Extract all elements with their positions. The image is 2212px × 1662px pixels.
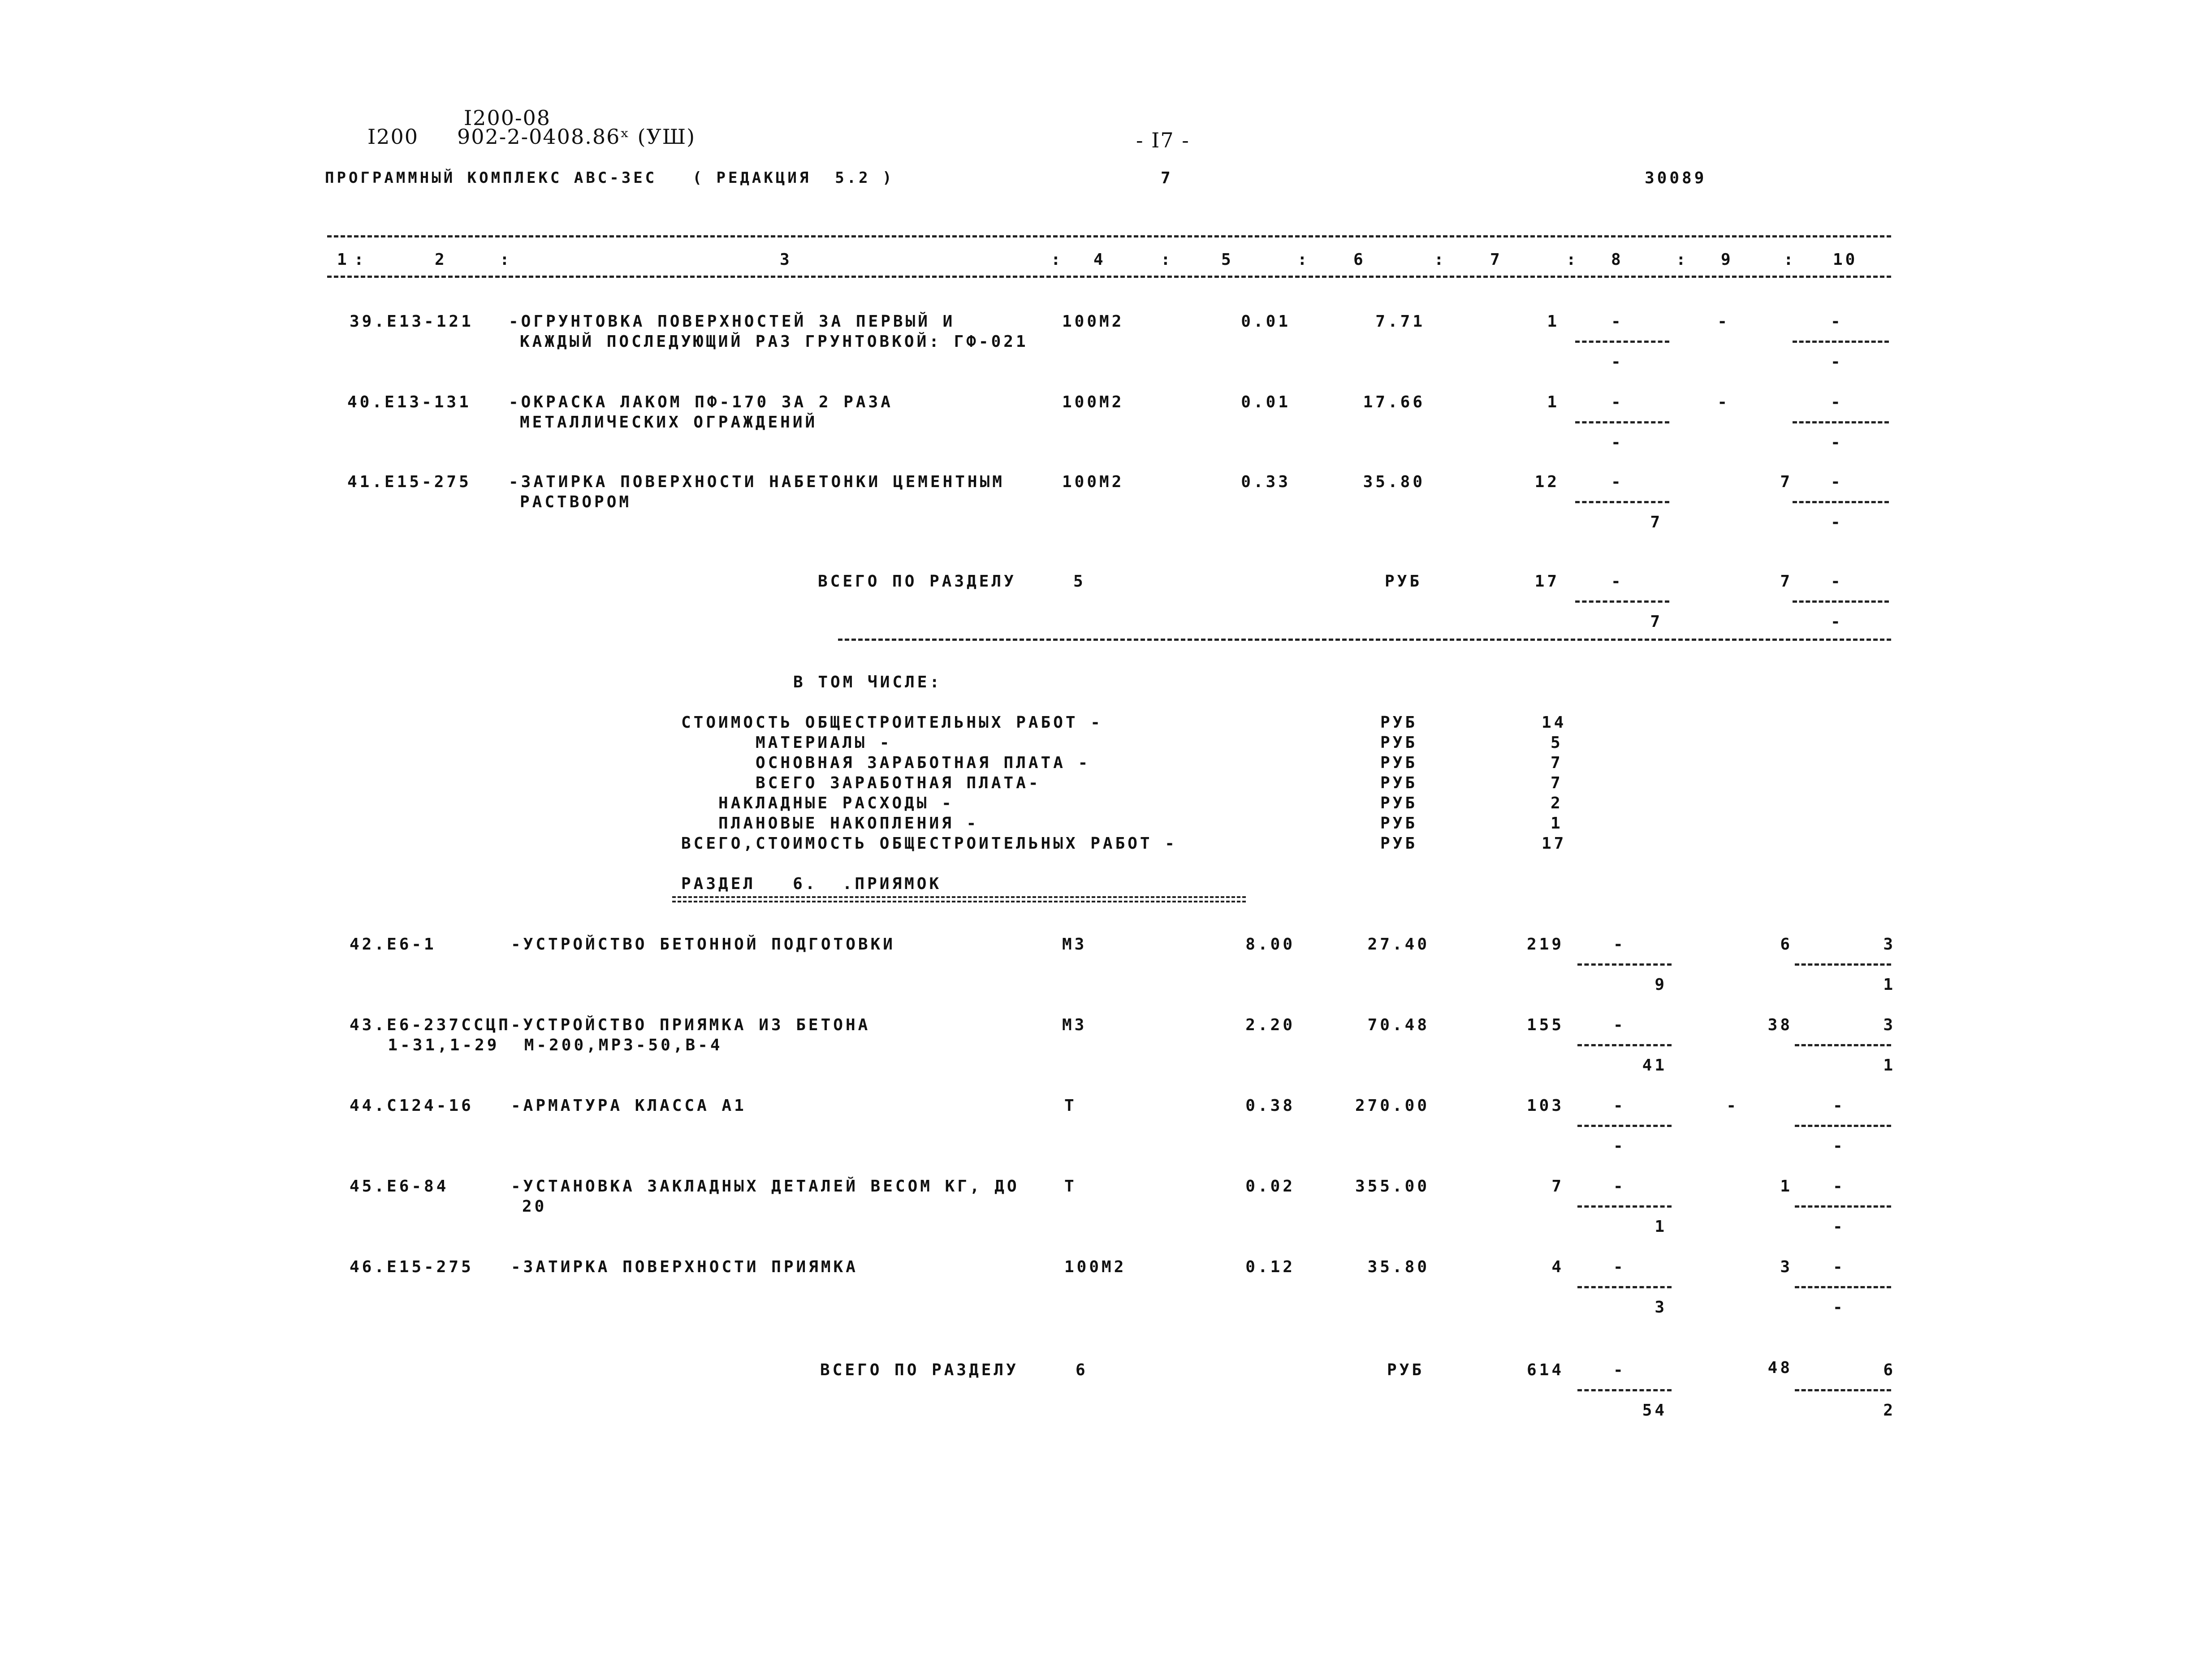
row-description: -УСТРОЙСТВО БЕТОННОЙ ПОДГОТОВКИ <box>511 935 895 954</box>
row-description: -ЗАТИРКА ПОВЕРХНОСТИ НАБЕТОНКИ ЦЕМЕНТНЫМ <box>509 473 1005 491</box>
row-col8-top: - <box>1613 1096 1626 1115</box>
row-col9: - <box>1717 312 1730 331</box>
row-col9: - <box>1726 1096 1739 1115</box>
total-col10-top: - <box>1831 572 1843 591</box>
breakdown-value: 5 <box>1551 734 1563 752</box>
row-col8-top: - <box>1611 473 1624 491</box>
row-quantity: 0.33 <box>1241 473 1291 491</box>
total-col8-bottom: 54 <box>1642 1401 1667 1420</box>
row-unit: 100М2 <box>1062 393 1124 411</box>
col-5: 5 <box>1221 250 1234 269</box>
document-number: 30089 <box>1645 169 1707 187</box>
row-price: 70.48 <box>1367 1016 1430 1034</box>
row-col8-bottom: 3 <box>1655 1298 1667 1317</box>
row-total: 1 <box>1547 312 1560 331</box>
breakdown-unit: РУБ <box>1380 774 1418 792</box>
breakdown-label: СТОИМОСТЬ ОБЩЕСТРОИТЕЛЬНЫХ РАБОТ - <box>681 713 1103 732</box>
breakdown-label: ОСНОВНАЯ ЗАРАБОТНАЯ ПЛАТА - <box>681 754 1091 772</box>
row-col10-bottom: 1 <box>1883 976 1896 994</box>
row-unit: Т <box>1064 1177 1077 1196</box>
row-col8-top: - <box>1611 393 1624 411</box>
row-col9: 1 <box>1780 1177 1793 1196</box>
row-description: -ЗАТИРКА ПОВЕРХНОСТИ ПРИЯМКА <box>511 1258 858 1276</box>
section-rule <box>838 639 1891 641</box>
row-quantity: 8.00 <box>1245 935 1295 954</box>
row-col8-top: - <box>1613 1258 1626 1276</box>
col-1: 1 <box>337 250 350 269</box>
total-col9: 48 <box>1767 1359 1793 1377</box>
fraction-rule <box>1795 1125 1891 1127</box>
row-col9: 6 <box>1780 935 1793 954</box>
col-4: 4 <box>1093 250 1106 269</box>
row-total: 219 <box>1526 935 1564 954</box>
row-col10-top: - <box>1831 473 1843 491</box>
section-heading-underline <box>672 896 1246 902</box>
row-col10-top: 3 <box>1883 1016 1896 1034</box>
row-description: -УСТАНОВКА ЗАКЛАДНЫХ ДЕТАЛЕЙ ВЕСОМ КГ, ДО <box>511 1177 1020 1196</box>
total-col10-top: 6 <box>1883 1361 1896 1379</box>
row-col8-bottom: - <box>1611 353 1624 371</box>
breakdown-value: 17 <box>1542 834 1567 853</box>
stamp-left: I200 <box>367 125 419 149</box>
total-label: ВСЕГО ПО РАЗДЕЛУ <box>820 1361 1019 1379</box>
fraction-rule <box>1795 1286 1891 1288</box>
row-col8-bottom: 41 <box>1642 1056 1667 1075</box>
row-unit: 100М2 <box>1064 1258 1127 1276</box>
total-value: 17 <box>1534 572 1560 591</box>
row-price: 270.00 <box>1355 1096 1430 1115</box>
row-col8-bottom: 1 <box>1655 1217 1667 1236</box>
header-rule-bottom <box>327 276 1891 278</box>
row-col10-top: - <box>1833 1177 1845 1196</box>
stamp-top: I200-08 <box>464 106 551 130</box>
row-quantity: 0.38 <box>1245 1096 1295 1115</box>
row-col8-bottom: 9 <box>1655 976 1667 994</box>
breakdown-unit: РУБ <box>1380 834 1418 853</box>
row-number: 41.Е15-275 <box>347 473 471 491</box>
breakdown-unit: РУБ <box>1380 754 1418 772</box>
row-col10-bottom: - <box>1831 353 1843 371</box>
row-col10-bottom: - <box>1833 1217 1845 1236</box>
row-total: 7 <box>1551 1177 1564 1196</box>
row-col8-top: - <box>1613 1016 1626 1034</box>
fraction-rule <box>1577 1125 1672 1127</box>
col-2: 2 <box>435 250 447 269</box>
row-col10-bottom: 1 <box>1883 1056 1896 1075</box>
total-label: ВСЕГО ПО РАЗДЕЛУ <box>818 572 1016 591</box>
fraction-rule <box>1793 421 1889 423</box>
col-8: 8 <box>1611 250 1624 269</box>
row-quantity: 2.20 <box>1245 1016 1295 1034</box>
total-col9: 7 <box>1780 572 1793 591</box>
breakdown-value: 7 <box>1551 774 1563 792</box>
row-price: 7.71 <box>1375 312 1425 331</box>
row-col10-bottom: - <box>1833 1137 1845 1155</box>
section-heading: РАЗДЕЛ 6. .ПРИЯМОК <box>681 875 942 893</box>
row-number: 43.Е6-237ССЦП-УСТРОЙСТВО ПРИЯМКА ИЗ БЕТОНА <box>350 1016 871 1034</box>
row-col9: 3 <box>1780 1258 1793 1276</box>
total-col10-bottom: - <box>1831 613 1843 631</box>
row-price: 17.66 <box>1363 393 1425 411</box>
row-price: 355.00 <box>1355 1177 1430 1196</box>
total-col8-bottom: 7 <box>1650 613 1663 631</box>
row-unit: М3 <box>1062 1016 1087 1034</box>
row-unit: Т <box>1064 1096 1077 1115</box>
fraction-rule <box>1577 1389 1672 1391</box>
row-description: -ОКРАСКА ЛАКОМ ПФ-170 ЗА 2 РАЗА <box>509 393 893 411</box>
row-number: 45.Е6-84 <box>350 1177 449 1196</box>
row-quantity: 0.02 <box>1245 1177 1295 1196</box>
row-col10-bottom: - <box>1831 513 1843 531</box>
row-price: 35.80 <box>1363 473 1425 491</box>
row-description-cont: 20 <box>522 1197 547 1216</box>
breakdown-unit: РУБ <box>1380 713 1418 732</box>
row-number: 39.Е13-121 <box>350 312 474 331</box>
program-name: ПРОГРАММНЫЙ КОМПЛЕКС АВС-3ЕС ( РЕДАКЦИЯ 5.2 ) <box>325 169 894 187</box>
row-unit: 100М2 <box>1062 473 1124 491</box>
document-code: 902-2-0408.86ˣ (УШ) <box>457 125 696 149</box>
fraction-rule <box>1795 1389 1891 1391</box>
row-col9: 38 <box>1767 1016 1793 1034</box>
row-col8-top: - <box>1613 935 1626 954</box>
breakdown-value: 14 <box>1542 713 1567 732</box>
total-col8-top: - <box>1611 572 1624 591</box>
breakdown-unit: РУБ <box>1380 734 1418 752</box>
fraction-rule <box>1795 1044 1891 1046</box>
total-section-number: 6 <box>1076 1361 1088 1379</box>
row-description-cont: МЕТАЛЛИЧЕСКИХ ОГРАЖДЕНИЙ <box>520 413 818 432</box>
fraction-rule <box>1577 1205 1672 1208</box>
fraction-rule <box>1793 341 1889 343</box>
total-section-number: 5 <box>1073 572 1086 591</box>
fraction-rule <box>1795 963 1891 966</box>
breakdown-unit: РУБ <box>1380 794 1418 812</box>
fraction-rule <box>1795 1205 1891 1208</box>
total-unit: РУБ <box>1385 572 1422 591</box>
breakdown-label: НАКЛАДНЫЕ РАСХОДЫ - <box>681 794 954 812</box>
fraction-rule <box>1793 600 1889 603</box>
row-unit: М3 <box>1062 935 1087 954</box>
row-total: 4 <box>1551 1258 1564 1276</box>
row-number: 44.С124-16 <box>350 1096 474 1115</box>
row-col10-top: - <box>1833 1096 1845 1115</box>
row-col8-bottom: 7 <box>1650 513 1663 531</box>
breakdown-label: ВСЕГО,СТОИМОСТЬ ОБЩЕСТРОИТЕЛЬНЫХ РАБОТ - <box>681 834 1177 853</box>
row-total: 1 <box>1547 393 1560 411</box>
breakdown-value: 1 <box>1551 814 1563 833</box>
row-col8-bottom: - <box>1611 433 1624 452</box>
col-9: 9 <box>1721 250 1733 269</box>
header-rule-top <box>327 235 1891 237</box>
row-col9: 7 <box>1780 473 1793 491</box>
row-number: 40.Е13-131 <box>347 393 471 411</box>
fraction-rule <box>1577 1286 1672 1288</box>
col-6: 6 <box>1353 250 1366 269</box>
breakdown-value: 2 <box>1551 794 1563 812</box>
fraction-rule <box>1575 600 1669 603</box>
row-description: -ОГРУНТОВКА ПОВЕРХНОСТЕЙ ЗА ПЕРВЫЙ И <box>509 312 955 331</box>
row-col10-top: - <box>1831 312 1843 331</box>
row-col10-top: 3 <box>1883 935 1896 954</box>
total-col10-bottom: 2 <box>1883 1401 1896 1420</box>
row-total: 155 <box>1526 1016 1564 1034</box>
row-total: 103 <box>1526 1096 1564 1115</box>
row-description: -АРМАТУРА КЛАССА А1 <box>511 1096 747 1115</box>
row-col8-top: - <box>1611 312 1624 331</box>
row-quantity: 0.01 <box>1241 312 1291 331</box>
total-col8-top: - <box>1613 1361 1626 1379</box>
col-3: 3 <box>780 250 792 269</box>
total-value: 614 <box>1526 1361 1564 1379</box>
sheet-number: 7 <box>1161 169 1173 187</box>
breakdown-title: В ТОМ ЧИСЛЕ: <box>793 673 942 691</box>
row-number: 42.Е6-1 <box>350 935 436 954</box>
fraction-rule <box>1575 421 1669 423</box>
row-col8-top: - <box>1613 1177 1626 1196</box>
row-col8-bottom: - <box>1613 1137 1626 1155</box>
row-total: 12 <box>1534 473 1560 491</box>
row-quantity: 0.01 <box>1241 393 1291 411</box>
breakdown-label: ВСЕГО ЗАРАБОТНАЯ ПЛАТА- <box>681 774 1041 792</box>
row-price: 27.40 <box>1367 935 1430 954</box>
row-unit: 100М2 <box>1062 312 1124 331</box>
fraction-rule <box>1577 963 1672 966</box>
row-col10-bottom: - <box>1833 1298 1845 1317</box>
fraction-rule <box>1793 501 1889 503</box>
row-description-cont: КАЖДЫЙ ПОСЛЕДУЮЩИЙ РАЗ ГРУНТОВКОЙ: ГФ-021 <box>520 332 1028 351</box>
row-col10-top: - <box>1831 393 1843 411</box>
page-number: - I7 - <box>1136 128 1190 152</box>
total-unit: РУБ <box>1387 1361 1425 1379</box>
breakdown-label: МАТЕРИАЛЫ - <box>681 734 892 752</box>
row-col10-bottom: - <box>1831 433 1843 452</box>
breakdown-label: ПЛАНОВЫЕ НАКОПЛЕНИЯ - <box>681 814 979 833</box>
row-col10-top: - <box>1833 1258 1845 1276</box>
breakdown-value: 7 <box>1551 754 1563 772</box>
breakdown-unit: РУБ <box>1380 814 1418 833</box>
col-7: 7 <box>1490 250 1503 269</box>
row-price: 35.80 <box>1367 1258 1430 1276</box>
fraction-rule <box>1577 1044 1672 1046</box>
col-10: 10 <box>1833 250 1858 269</box>
fraction-rule <box>1575 501 1669 503</box>
row-quantity: 0.12 <box>1245 1258 1295 1276</box>
row-description-cont: 1-31,1-29 М-200,МРЗ-50,В-4 <box>363 1036 723 1054</box>
fraction-rule <box>1575 341 1669 343</box>
row-col9: - <box>1717 393 1730 411</box>
row-number: 46.Е15-275 <box>350 1258 474 1276</box>
row-description-cont: РАСТВОРОМ <box>520 493 632 511</box>
